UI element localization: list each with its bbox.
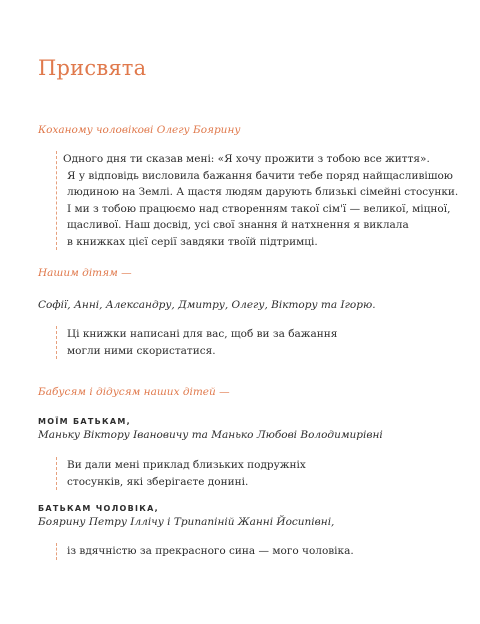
children-text-line: могли ними скористатися. (67, 344, 216, 357)
husband-parents-names: Боярину Петру Іллічу і Трипапіній Жанні Йосипівні, (38, 516, 335, 528)
children-text-block (56, 326, 337, 359)
page-title: Присвята (38, 56, 147, 80)
husband-text-line: людиною на Землі. А щастя людям дарують близькі сімейні стосунки. (67, 186, 459, 198)
husband-parents-text-line: із вдячністю за прекрасного сина — мого чоловіка. (67, 545, 354, 557)
husband-parents-label: БАТЬКАМ ЧОЛОВІКА, (38, 504, 159, 513)
my-parents-names: Маньку Віктору Івановичу та Манько Любові Володимирівні (38, 429, 383, 441)
husband-text-block (56, 151, 458, 250)
my-parents-label: МОЇМ БАТЬКАМ, (38, 417, 131, 426)
husband-text-line: І ми з тобою працюємо над створенням такої сім'ї — великої, міцної, (67, 202, 451, 215)
grandparents-heading: Бабусям і дідусям наших дітей — (38, 386, 230, 398)
children-text-line: Ці книжки написані для вас, щоб ви за бажання (67, 328, 338, 340)
my-parents-text-line: стосунків, які зберігаєте донині. (67, 475, 249, 488)
husband-heading: Коханому чоловікові Олегу Боярину (38, 124, 241, 136)
husband-text-line: Одного дня ти сказав мені: «Я хочу прожити з тобою все життя». (63, 153, 430, 165)
my-parents-text-block (56, 457, 306, 490)
husband-parents-text-block (56, 543, 354, 560)
my-parents-text-line: Ви дали мені приклад близьких подружніх (67, 459, 306, 471)
children-heading: Нашим дітям — (38, 267, 132, 279)
husband-text-line: в книжках цієї серії завдяки твоїй підтримці. (67, 235, 318, 248)
children-names: Софії, Анні, Александру, Дмитру, Олегу, Віктору та Ігорю. (38, 299, 376, 311)
husband-text-line: Я у відповідь висловила бажання бачити тебе поряд найщасливішою (67, 169, 453, 182)
husband-text-line: щасливої. Наш досвід, усі свої знання й натхнення я виклала (67, 219, 409, 231)
